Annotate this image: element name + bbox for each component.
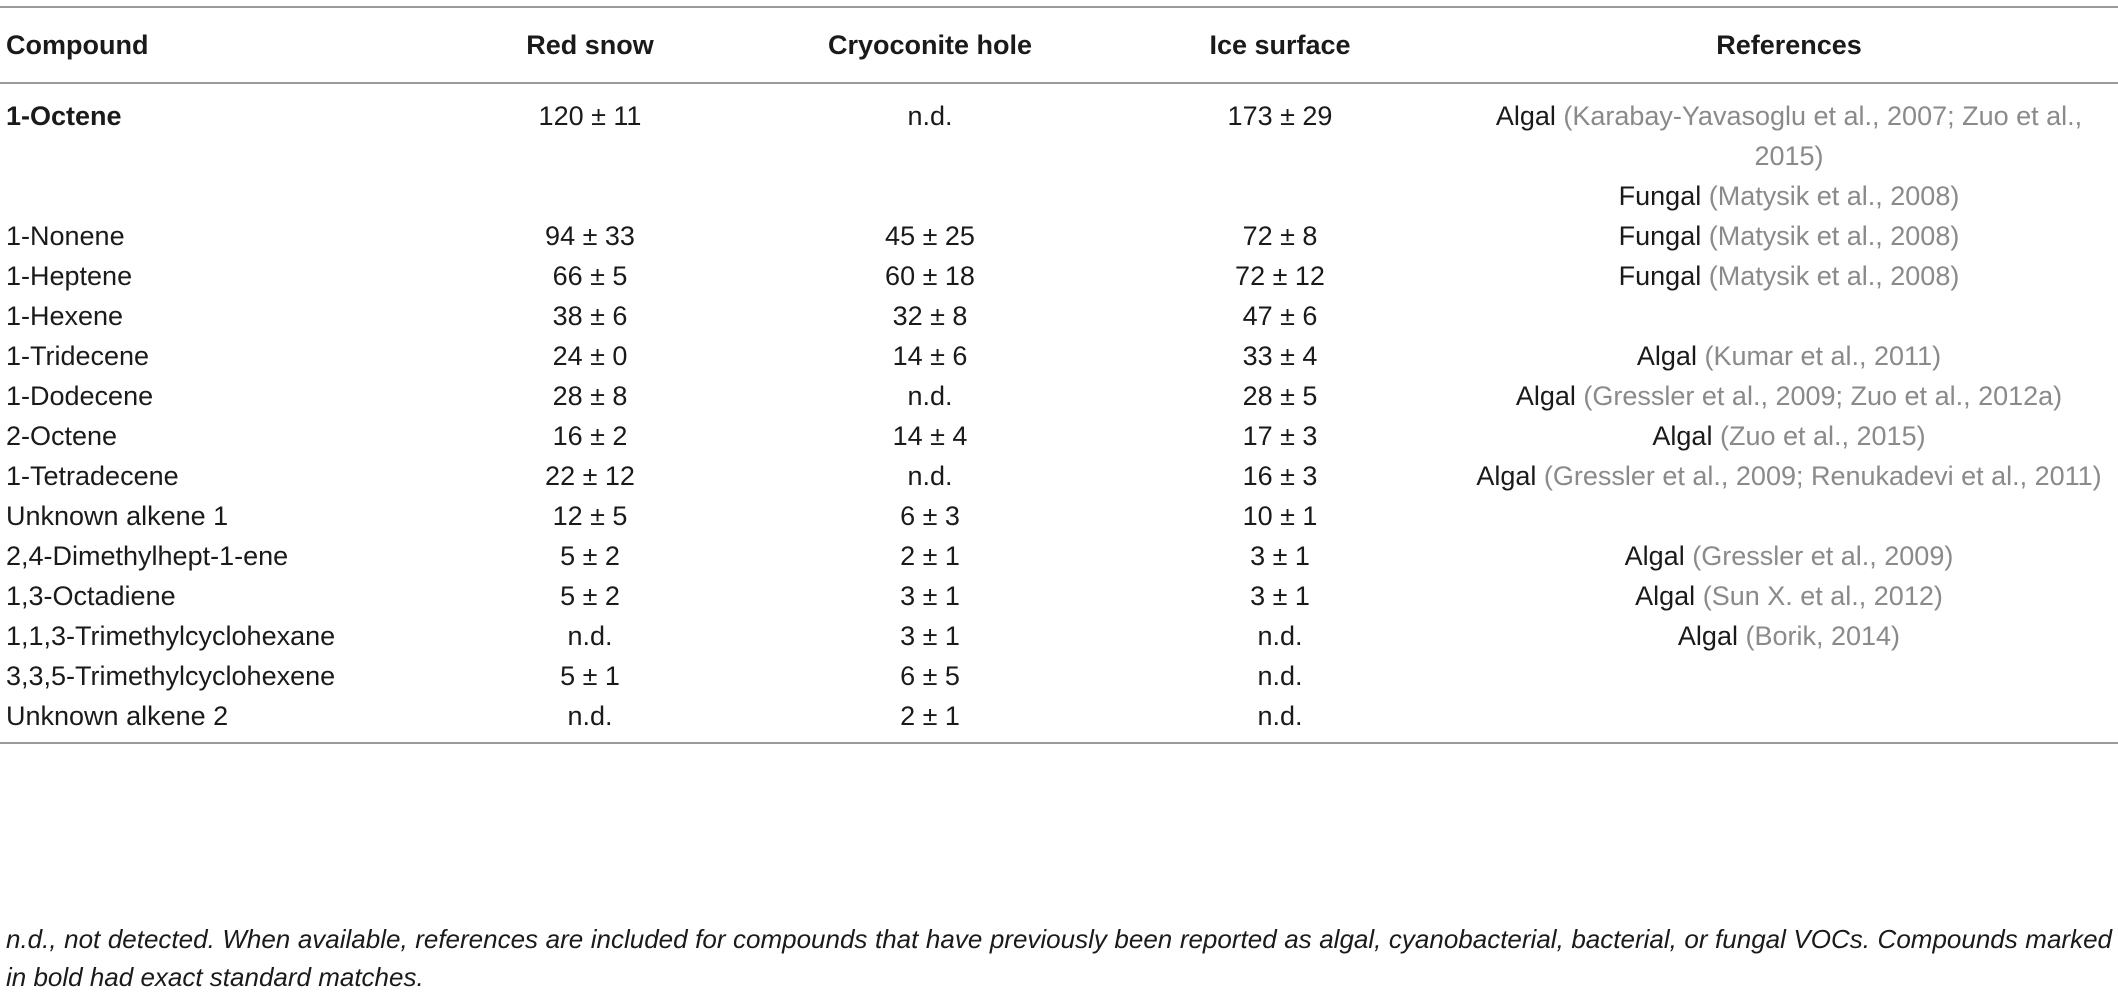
cell-cryoconite-hole: 6 ± 3 bbox=[900, 501, 960, 531]
cell-red-snow: 22 ± 12 bbox=[545, 461, 635, 491]
reference-entry bbox=[1466, 256, 2112, 296]
cell-references bbox=[1460, 536, 2118, 576]
cell-ice-surface: 47 ± 6 bbox=[1242, 301, 1318, 331]
table-row bbox=[0, 83, 2118, 216]
cell-compound: 1-Heptene bbox=[6, 261, 133, 291]
cell-cryoconite-hole: 2 ± 1 bbox=[900, 541, 960, 571]
cell-references bbox=[1460, 496, 2118, 536]
reference-entry bbox=[1466, 616, 2112, 656]
cell-red-snow: 28 ± 8 bbox=[552, 381, 628, 411]
table-header bbox=[0, 7, 2118, 83]
cell-red-snow: 120 ± 11 bbox=[538, 101, 642, 131]
cell-references bbox=[1460, 416, 2118, 456]
cell-compound: 2-Octene bbox=[6, 421, 118, 451]
reference-citation[interactable]: (Zuo et al., 2015) bbox=[1719, 421, 1926, 451]
table-footnote: n.d., not detected. When available, references are included for compounds that have previously been reported as algal, cyanobacterial, bacterial, or fungal VOCs. Compounds marked in bold had exact standard matches. bbox=[6, 924, 2112, 992]
cell-references bbox=[1460, 576, 2118, 616]
header-compound: Compound bbox=[0, 7, 420, 83]
cell-compound: 1,3-Octadiene bbox=[6, 581, 176, 611]
cell-ice-surface: 72 ± 12 bbox=[1235, 261, 1325, 291]
cell-references bbox=[1460, 216, 2118, 256]
cell-ice-surface: 173 ± 29 bbox=[1227, 101, 1333, 131]
table-row bbox=[0, 616, 2118, 656]
table-row bbox=[0, 376, 2118, 416]
table-row bbox=[0, 336, 2118, 376]
cell-ice-surface: 3 ± 1 bbox=[1250, 541, 1310, 571]
cell-compound: 1-Tetradecene bbox=[6, 461, 179, 491]
cell-red-snow: 66 ± 5 bbox=[552, 261, 628, 291]
cell-red-snow: 5 ± 2 bbox=[560, 581, 620, 611]
reference-type: Algal bbox=[1636, 341, 1697, 371]
reference-citation[interactable]: (Matysik et al., 2008) bbox=[1708, 221, 1960, 251]
table-row bbox=[0, 576, 2118, 616]
reference-type: Algal bbox=[1635, 581, 1696, 611]
cell-red-snow: 5 ± 2 bbox=[560, 541, 620, 571]
cell-references bbox=[1460, 656, 2118, 696]
reference-entry bbox=[1466, 376, 2112, 416]
cell-cryoconite-hole: 2 ± 1 bbox=[760, 696, 1100, 743]
cell-ice-surface: 16 ± 3 bbox=[1242, 461, 1318, 491]
cell-references bbox=[1460, 376, 2118, 416]
reference-citation[interactable]: (Matysik et al., 2008) bbox=[1708, 181, 1960, 211]
cell-cryoconite-hole: 60 ± 18 bbox=[885, 261, 975, 291]
cell-references bbox=[1460, 616, 2118, 656]
reference-citation[interactable]: (Kumar et al., 2011) bbox=[1704, 341, 1942, 371]
cell-ice-surface: n.d. bbox=[1257, 621, 1303, 651]
cell-red-snow: n.d. bbox=[567, 621, 613, 651]
cell-cryoconite-hole: 6 ± 5 bbox=[900, 661, 960, 691]
table-row bbox=[0, 216, 2118, 256]
table-row bbox=[0, 656, 2118, 696]
reference-type: Algal bbox=[1495, 101, 1556, 131]
cell-cryoconite-hole: n.d. bbox=[907, 101, 953, 131]
cell-cryoconite-hole: 45 ± 25 bbox=[885, 221, 975, 251]
reference-entry bbox=[1466, 416, 2112, 456]
cell-red-snow: 16 ± 2 bbox=[552, 421, 628, 451]
cell-compound: 1-Nonene bbox=[6, 221, 125, 251]
cell-ice-surface: 28 ± 5 bbox=[1242, 381, 1318, 411]
cell-compound: 1,1,3-Trimethylcyclohexane bbox=[6, 621, 336, 651]
cell-references bbox=[1460, 696, 2118, 743]
table-row bbox=[0, 456, 2118, 496]
reference-entry bbox=[1466, 456, 2112, 496]
reference-citation[interactable]: (Sun X. et al., 2012) bbox=[1702, 581, 1943, 611]
table-body bbox=[0, 83, 2118, 743]
cell-cryoconite-hole: n.d. bbox=[907, 381, 953, 411]
reference-type: Fungal bbox=[1618, 221, 1702, 251]
cell-red-snow: 94 ± 33 bbox=[545, 221, 635, 251]
table-row bbox=[0, 256, 2118, 296]
cell-ice-surface: 10 ± 1 bbox=[1242, 501, 1318, 531]
cell-cryoconite-hole: 32 ± 8 bbox=[892, 301, 968, 331]
cell-ice-surface: 3 ± 1 bbox=[1250, 581, 1310, 611]
cell-cryoconite-hole: n.d. bbox=[907, 461, 953, 491]
table-row bbox=[0, 416, 2118, 456]
reference-type: Algal bbox=[1515, 381, 1576, 411]
cell-cryoconite-hole: 3 ± 1 bbox=[900, 621, 960, 651]
reference-citation[interactable]: (Borik, 2014) bbox=[1745, 621, 1901, 651]
cell-ice-surface: 17 ± 3 bbox=[1242, 421, 1318, 451]
reference-entry bbox=[1466, 96, 2112, 176]
cell-red-snow: 38 ± 6 bbox=[552, 301, 628, 331]
header-red-snow: Red snow bbox=[420, 7, 760, 83]
cell-compound: 1-Dodecene bbox=[6, 381, 154, 411]
reference-citation[interactable]: (Matysik et al., 2008) bbox=[1708, 261, 1960, 291]
voc-table bbox=[0, 6, 2118, 744]
reference-entry bbox=[1466, 576, 2112, 616]
reference-entry bbox=[1466, 216, 2112, 256]
cell-references bbox=[1460, 296, 2118, 336]
cell-ice-surface: 72 ± 8 bbox=[1242, 221, 1318, 251]
reference-citation[interactable]: (Gressler et al., 2009; Renukadevi et al., 2011) bbox=[1543, 461, 2102, 491]
cell-compound: Unknown alkene 1 bbox=[6, 501, 229, 531]
cell-cryoconite-hole: 14 ± 6 bbox=[892, 341, 968, 371]
cell-compound: 1-Octene bbox=[6, 101, 122, 131]
cell-red-snow: 24 ± 0 bbox=[552, 341, 628, 371]
reference-entry bbox=[1466, 176, 2112, 216]
cell-compound: 2,4-Dimethylhept-1-ene bbox=[6, 541, 289, 571]
cell-red-snow: 12 ± 5 bbox=[552, 501, 628, 531]
table-row bbox=[0, 496, 2118, 536]
cell-ice-surface: 33 ± 4 bbox=[1242, 341, 1318, 371]
cell-references bbox=[1460, 456, 2118, 496]
cell-red-snow: n.d. bbox=[420, 696, 760, 743]
cell-ice-surface: n.d. bbox=[1100, 696, 1460, 743]
reference-type: Algal bbox=[1652, 421, 1713, 451]
cell-compound: 1-Tridecene bbox=[6, 341, 150, 371]
cell-references bbox=[1460, 83, 2118, 216]
table-row bbox=[0, 696, 2118, 743]
table-row bbox=[0, 296, 2118, 336]
reference-citation[interactable]: (Gressler et al., 2009; Zuo et al., 2012a) bbox=[1583, 381, 2063, 411]
reference-type: Fungal bbox=[1618, 181, 1702, 211]
reference-type: Algal bbox=[1624, 541, 1685, 571]
cell-compound: Unknown alkene 2 bbox=[0, 696, 420, 743]
reference-citation[interactable]: (Gressler et al., 2009) bbox=[1692, 541, 1954, 571]
cell-ice-surface: n.d. bbox=[1257, 661, 1303, 691]
reference-type: Algal bbox=[1476, 461, 1537, 491]
header-references: References bbox=[1460, 7, 2118, 83]
reference-entry bbox=[1466, 336, 2112, 376]
header-ice-surface: Ice surface bbox=[1100, 7, 1460, 83]
reference-type: Algal bbox=[1677, 621, 1738, 651]
cell-references bbox=[1460, 336, 2118, 376]
cell-red-snow: 5 ± 1 bbox=[560, 661, 620, 691]
cell-cryoconite-hole: 14 ± 4 bbox=[892, 421, 968, 451]
reference-entry bbox=[1466, 536, 2112, 576]
reference-type: Fungal bbox=[1618, 261, 1702, 291]
cell-references bbox=[1460, 256, 2118, 296]
header-cryoconite-hole: Cryoconite hole bbox=[760, 7, 1100, 83]
cell-cryoconite-hole: 3 ± 1 bbox=[900, 581, 960, 611]
cell-compound: 1-Hexene bbox=[6, 301, 124, 331]
cell-compound: 3,3,5-Trimethylcyclohexene bbox=[6, 661, 336, 691]
reference-citation[interactable]: (Karabay-Yavasoglu et al., 2007; Zuo et al., 2015) bbox=[1563, 101, 2083, 171]
table-row bbox=[0, 536, 2118, 576]
